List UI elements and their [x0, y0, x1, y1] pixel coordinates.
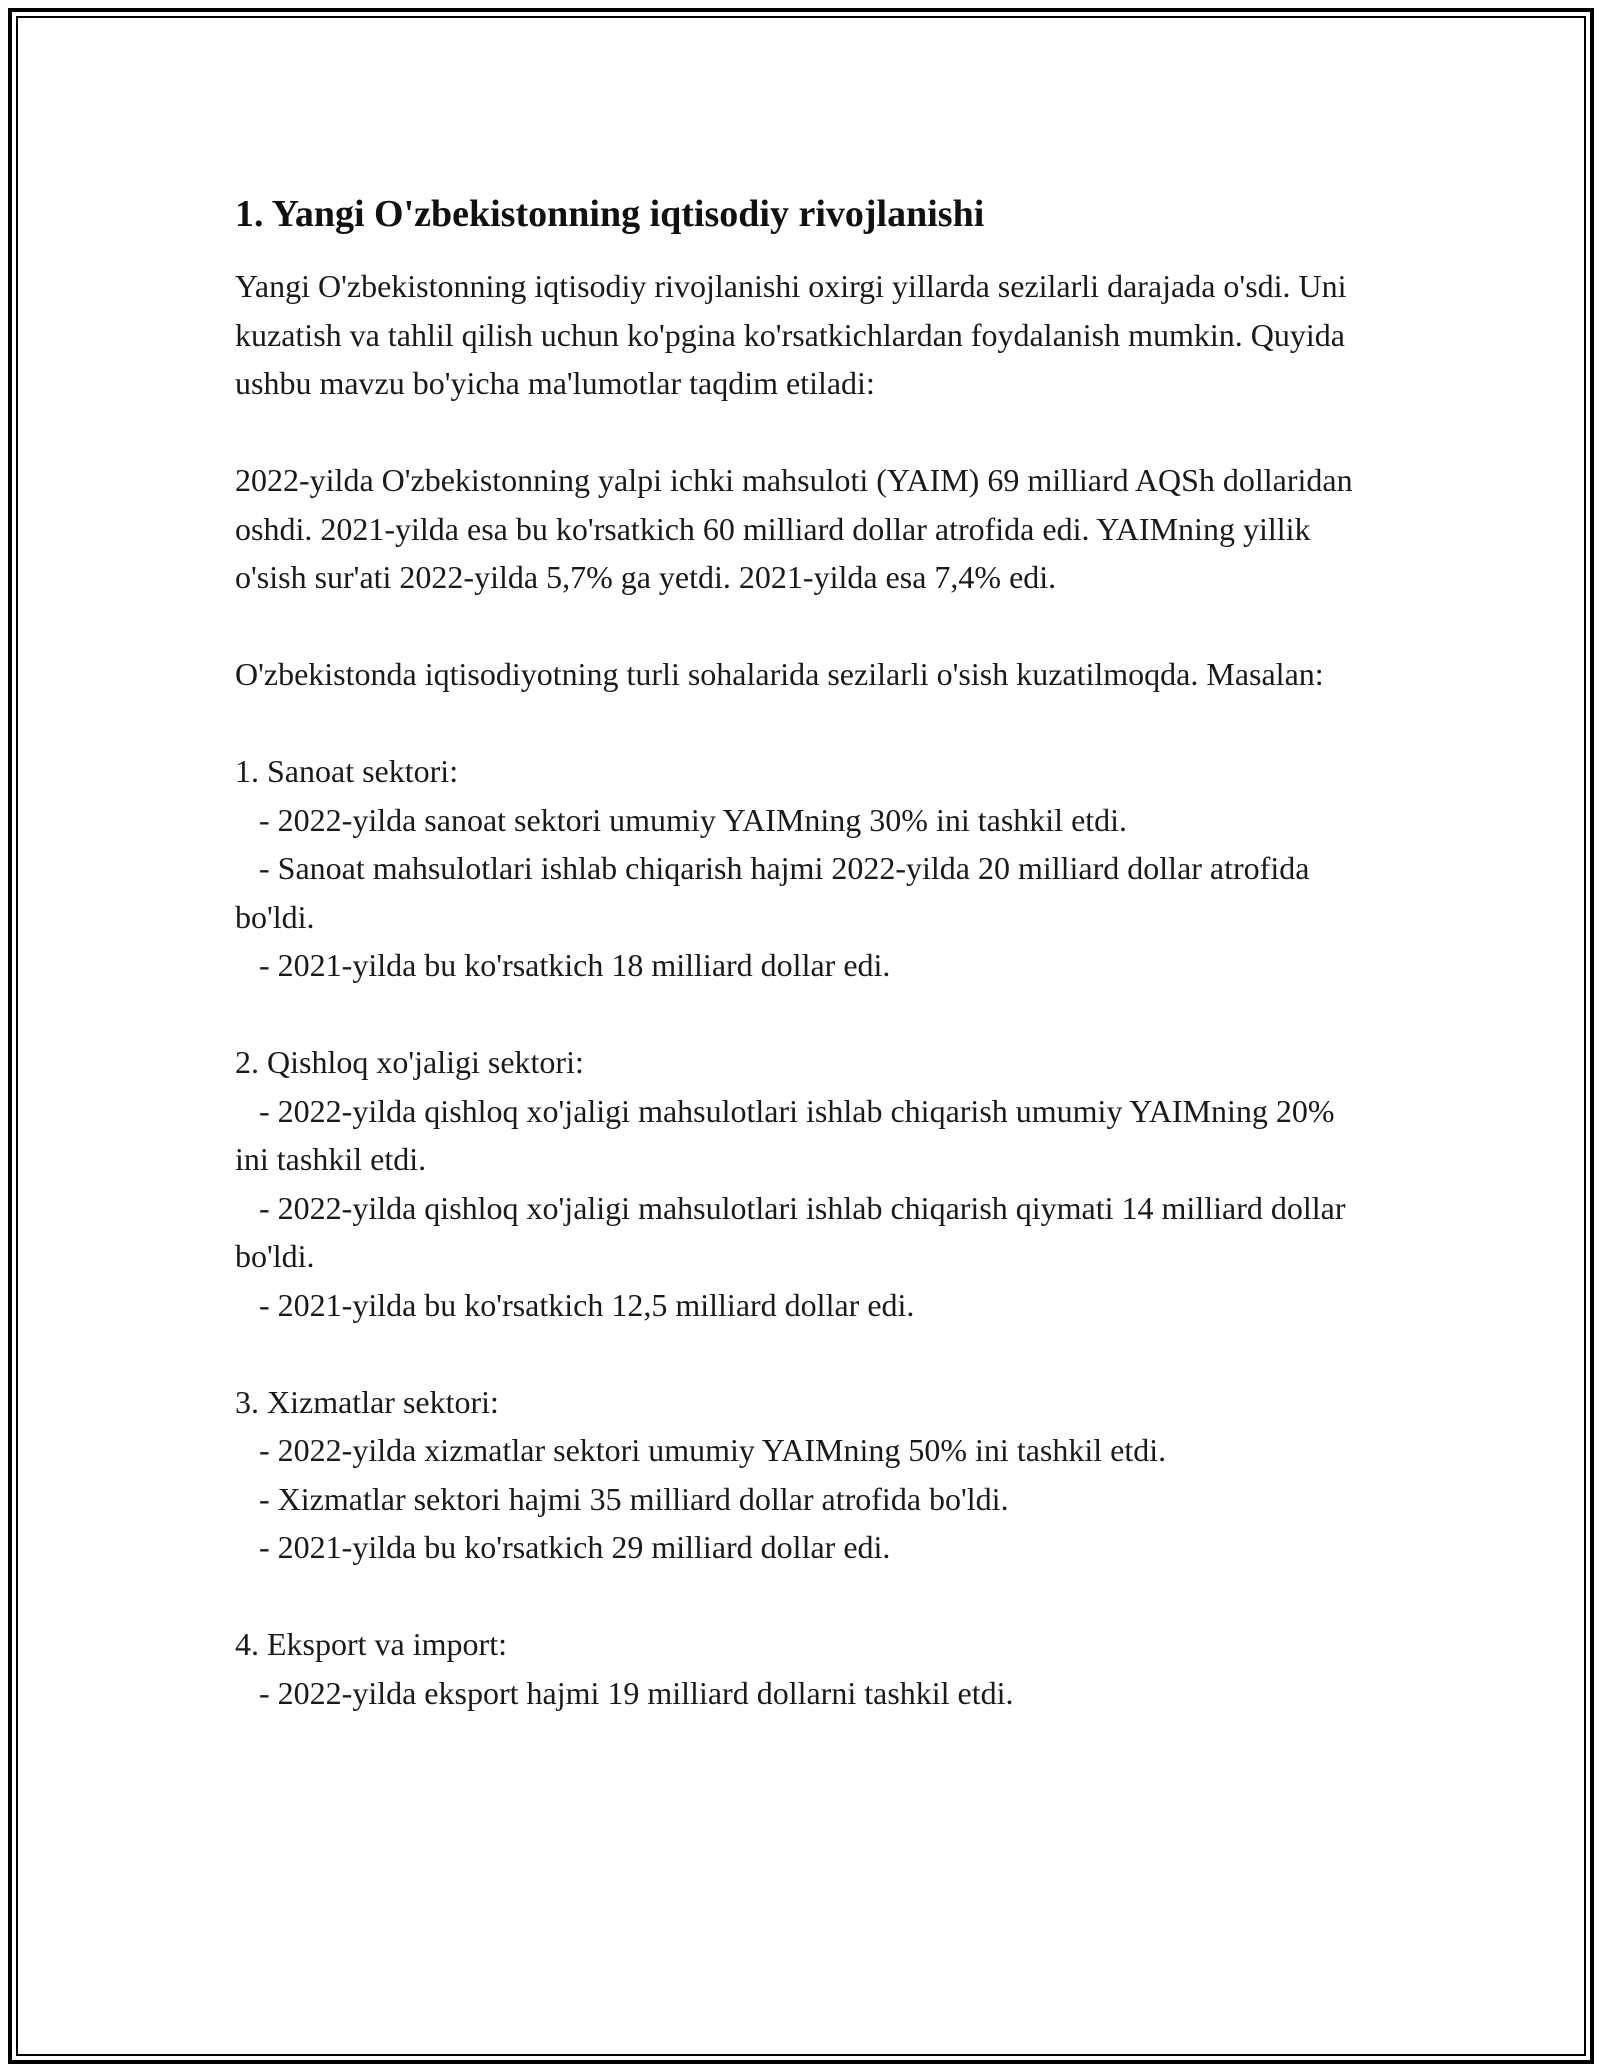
section-heading: 2. Qishloq xo'jaligi sektori: [235, 1044, 584, 1080]
document-body [235, 186, 1375, 1717]
section-heading: 4. Eksport va import: [235, 1626, 507, 1662]
paragraph-gap [235, 1572, 1375, 1621]
paragraph-gap [235, 699, 1375, 748]
list-item: - Sanoat mahsulotlari ishlab chiqarish hajmi 2022-yilda 20 milliard dollar atrofida bo'ldi. [235, 850, 1318, 935]
list-item: - 2022-yilda eksport hajmi 19 milliard dollarni tashkil etdi. [235, 1674, 1014, 1711]
section-services [235, 1378, 1375, 1572]
section-export-import [235, 1620, 1375, 1717]
list-item: - 2022-yilda sanoat sektori umumiy YAIMning 30% ini tashkil etdi. [235, 801, 1128, 838]
gdp-paragraph: 2022-yilda O'zbekistonning yalpi ichki mahsuloti (YAIM) 69 milliard AQSh dollaridan oshdi. 2021-yilda esa bu ko'rsatkich 60 milliard dollar atrofida edi. YAIMning yillik o'sish sur'ati 2022-yilda 5,7% ga yetdi. 2021-yilda esa 7,4% edi. [235, 462, 1361, 595]
paragraph-gap [235, 1329, 1375, 1378]
section-industry [235, 747, 1375, 990]
section-heading: 3. Xizmatlar sektori: [235, 1383, 499, 1420]
section-heading: 1. Sanoat sektori: [235, 753, 459, 789]
intro-paragraph: Yangi O'zbekistonning iqtisodiy rivojlanishi oxirgi yillarda sezilarli darajada o'sdi. Uni kuzatish va tahlil qilish uchun ko'pgina ko'rsatkichlardan foydalanish mumkin. Quyida ushbu mavzu bo'yicha ma'lumotlar taqdim etiladi: [235, 268, 1355, 401]
list-item: - 2022-yilda qishloq xo'jaligi mahsulotlari ishlab chiqarish umumiy YAIMning 20% ini tashkil etdi. [235, 1092, 1343, 1177]
list-item: - 2022-yilda xizmatlar sektori umumiy YAIMning 50% ini tashkil etdi. [235, 1432, 1167, 1468]
paragraph-gap [235, 990, 1375, 1039]
document-title: 1. Yangi O'zbekistonning iqtisodiy rivojlanishi [235, 193, 985, 235]
list-item: - 2021-yilda bu ko'rsatkich 18 milliard dollar edi. [235, 947, 891, 983]
paragraph-gap [235, 602, 1375, 651]
list-item: - 2021-yilda bu ko'rsatkich 12,5 milliard dollar edi. [235, 1286, 915, 1323]
list-item: - Xizmatlar sektori hajmi 35 milliard dollar atrofida bo'ldi. [235, 1480, 1009, 1517]
list-item: - 2022-yilda qishloq xo'jaligi mahsulotlari ishlab chiqarish qiymati 14 milliard dollar bo'ldi. [235, 1189, 1354, 1274]
section-agriculture [235, 1038, 1375, 1329]
sectors-intro-paragraph: O'zbekistonda iqtisodiyotning turli sohalarida sezilarli o'sish kuzatilmoqda. Masalan: [235, 656, 1324, 692]
paragraph-gap [235, 408, 1375, 457]
list-item: - 2021-yilda bu ko'rsatkich 29 milliard dollar edi. [235, 1529, 891, 1565]
